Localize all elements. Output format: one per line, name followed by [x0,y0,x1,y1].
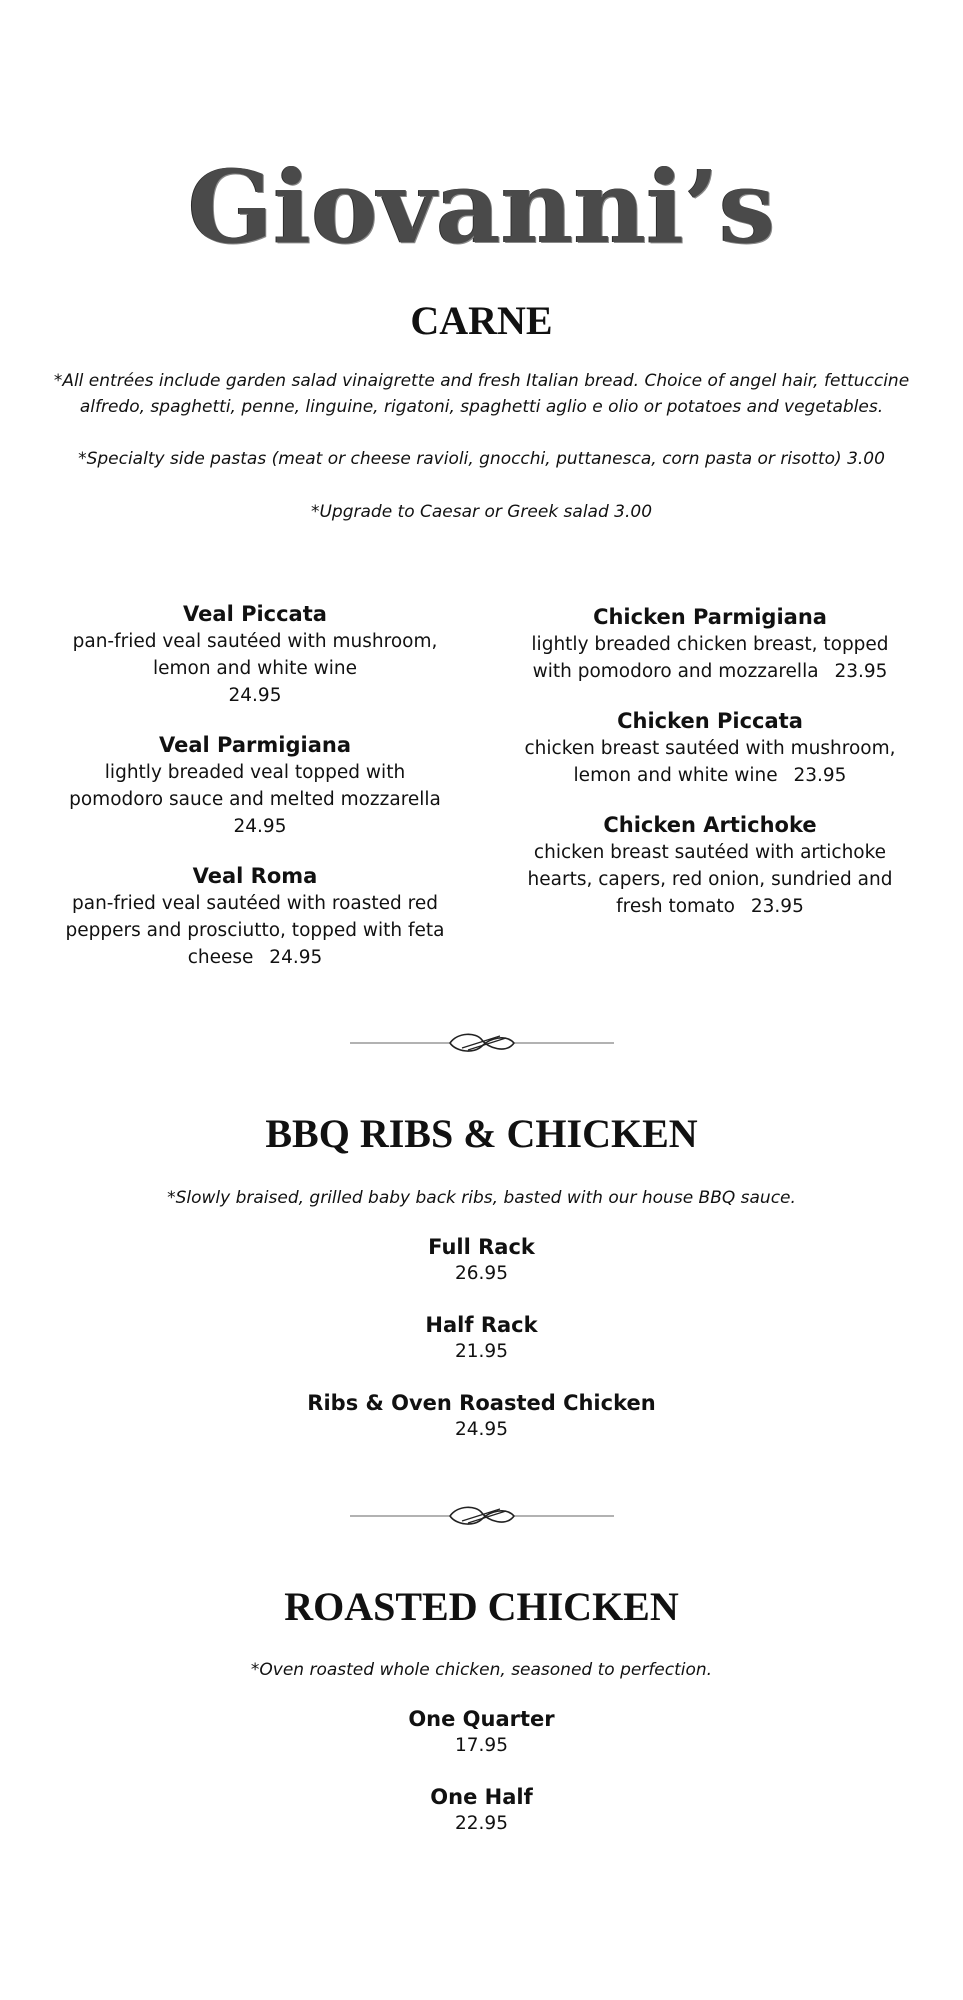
section-title-bbq: BBQ RIBS & CHICKEN [265,1111,698,1156]
menu-item [510,811,910,920]
menu-item-price: 23.95 [793,765,847,786]
menu-item-desc-text: lightly breaded veal topped with pomodoro sauce and melted mozzarella [69,762,441,810]
menu-item-name: Half Rack [425,1313,538,1337]
menu-item-price: 24.95 [455,1419,508,1440]
menu-item-description [510,839,910,920]
menu-item-name: Chicken Piccata [617,709,803,733]
menu-item-name: Veal Roma [192,864,318,888]
menu-item [0,1705,963,1759]
menu-item-name: Full Rack [428,1235,535,1259]
menu-item-price: 23.95 [834,661,888,682]
menu-item-name: One Half [430,1785,533,1809]
menu-item-price: 21.95 [455,1341,508,1362]
carne-right-column [510,603,910,942]
restaurant-logo: Giovanni’s [187,148,776,266]
menu-item-price: 24.95 [228,685,282,706]
menu-item-desc-text: lightly breaded chicken breast, topped with pomodoro and mozzarella [531,634,889,682]
menu-item-desc-text: pan-fried veal sautéed with mushroom, lemon and white wine [72,631,438,679]
carne-note-side-pastas: *Specialty side pastas (meat or cheese ravioli, gnocchi, puttanesca, corn pasta or risotto) 3.00 [78,449,885,469]
section-title-roasted-chicken: ROASTED CHICKEN [284,1584,679,1629]
menu-item [510,707,910,789]
flourish-divider-icon [350,1028,614,1058]
menu-item [55,600,455,709]
menu-item-description [510,735,910,789]
menu-item [0,1783,963,1837]
menu-item-price: 24.95 [269,947,323,968]
menu-item [0,1311,963,1365]
menu-item-name: Veal Piccata [183,602,327,626]
menu-item-price: 22.95 [455,1813,508,1834]
menu-item-price: 24.95 [233,816,287,837]
menu-item [55,731,455,840]
roasted-items [0,1705,963,1861]
menu-item-price: 17.95 [455,1735,508,1756]
bbq-items [0,1233,963,1467]
menu-item-name: Veal Parmigiana [159,733,351,757]
menu-item-description [510,631,910,685]
menu-item [510,603,910,685]
menu-item-price: 26.95 [455,1263,508,1284]
bbq-note: *Slowly braised, grilled baby back ribs, basted with our house BBQ sauce. [167,1188,796,1208]
menu-item [0,1233,963,1287]
menu-item-description [55,628,455,709]
flourish-divider-icon [350,1501,614,1531]
menu-item [55,862,455,971]
menu-item-name: Chicken Parmigiana [593,605,827,629]
menu-item-desc-text: chicken breast sautéed with mushroom, lemon and white wine [524,738,896,786]
menu-item [0,1389,963,1443]
carne-left-column [55,600,455,993]
section-title-carne: CARNE [410,298,553,343]
menu-item-name: Chicken Artichoke [603,813,817,837]
menu-item-name: One Quarter [408,1707,555,1731]
menu-item-price: 23.95 [750,896,804,917]
menu-item-desc-text: pan-fried veal sautéed with roasted red peppers and prosciutto, topped with feta cheese [65,893,445,968]
carne-note-entrees: *All entrées include garden salad vinaigrette and fresh Italian bread. Choice of angel hair, fettuccine alfredo, spaghetti, penne, linguine, rigatoni, spaghetti aglio e olio or potatoes and vegetables. [53,371,910,417]
menu-item-description [55,759,455,840]
roasted-note: *Oven roasted whole chicken, seasoned to perfection. [250,1660,713,1680]
menu-item-description [55,890,455,971]
carne-note-upgrade-salad: *Upgrade to Caesar or Greek salad 3.00 [310,502,653,522]
menu-item-desc-text: chicken breast sautéed with artichoke hearts, capers, red onion, sundried and fresh tomato [527,842,893,917]
menu-item-name: Ribs & Oven Roasted Chicken [307,1391,656,1415]
